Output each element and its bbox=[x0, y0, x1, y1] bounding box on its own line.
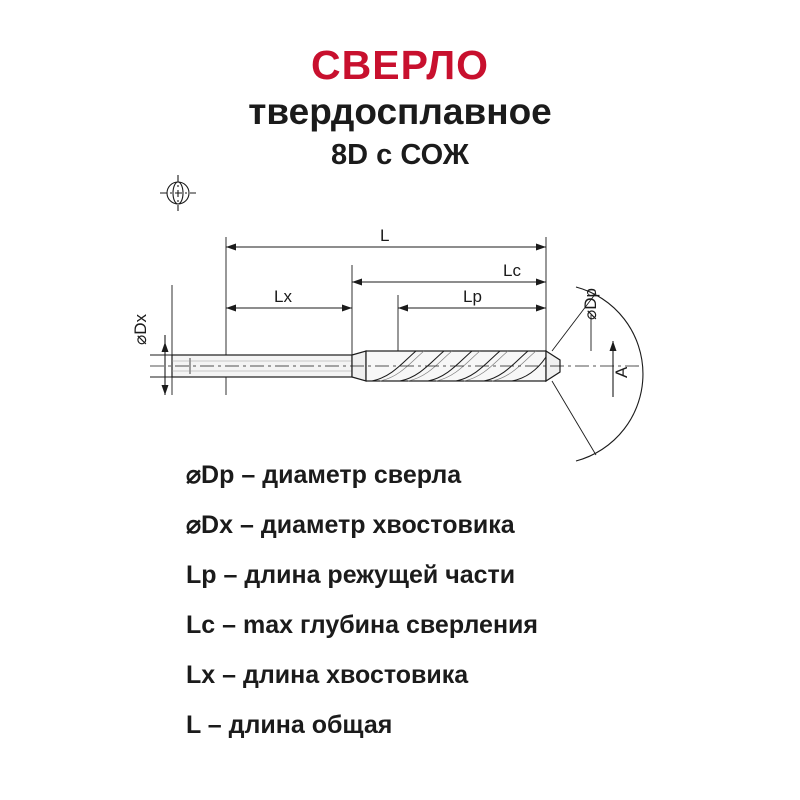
legend-dash: – bbox=[239, 511, 254, 539]
page-header bbox=[0, 44, 800, 172]
dimension-label-Dp: ⌀Dp bbox=[581, 288, 600, 320]
legend-item bbox=[186, 513, 766, 538]
legend-symbol: ⌀Dp bbox=[186, 461, 235, 489]
dimension-line-Dx bbox=[162, 335, 169, 395]
legend-description: диаметр хвостовика bbox=[260, 511, 515, 539]
legend-dash: – bbox=[222, 611, 237, 639]
dimension-label-L: L bbox=[380, 226, 390, 245]
dimension-label-Lx: Lx bbox=[274, 287, 292, 306]
legend-symbol: Lc bbox=[186, 611, 216, 639]
legend-item bbox=[186, 663, 766, 688]
legend-dash: – bbox=[207, 711, 222, 739]
page-title: СВЕРЛО bbox=[311, 42, 489, 88]
dimension-label-Lp: Lp bbox=[463, 287, 482, 306]
page-subtitle: твердосплавное bbox=[248, 91, 552, 133]
legend-symbol: Lp bbox=[186, 561, 217, 589]
legend-item bbox=[186, 613, 766, 638]
legend-dash: – bbox=[241, 461, 256, 489]
legend-dash: – bbox=[223, 561, 238, 589]
legend-description: длина общая bbox=[228, 711, 393, 739]
dimension-label-A: A bbox=[612, 366, 631, 378]
legend-item bbox=[186, 563, 766, 588]
legend-item bbox=[186, 713, 766, 738]
first-angle-projection-symbol bbox=[160, 175, 196, 211]
legend-symbol: ⌀Dx bbox=[186, 511, 234, 539]
page-subtitle-secondary: 8D с СОЖ bbox=[331, 138, 469, 171]
dimension-label-Dx: ⌀Dx bbox=[131, 313, 150, 345]
legend-symbol: L bbox=[186, 711, 201, 739]
legend-item bbox=[186, 463, 766, 488]
dimension-label-Lc: Lc bbox=[503, 261, 521, 280]
legend-description: max глубина сверления bbox=[243, 611, 538, 639]
legend-list bbox=[186, 463, 766, 763]
legend-description: длина хвостовика bbox=[243, 661, 469, 689]
technical-drawing bbox=[0, 165, 800, 475]
legend-description: диаметр сверла bbox=[262, 461, 462, 489]
legend-dash: – bbox=[222, 661, 237, 689]
legend-description: длина режущей части bbox=[244, 561, 516, 589]
legend-symbol: Lx bbox=[186, 661, 216, 689]
